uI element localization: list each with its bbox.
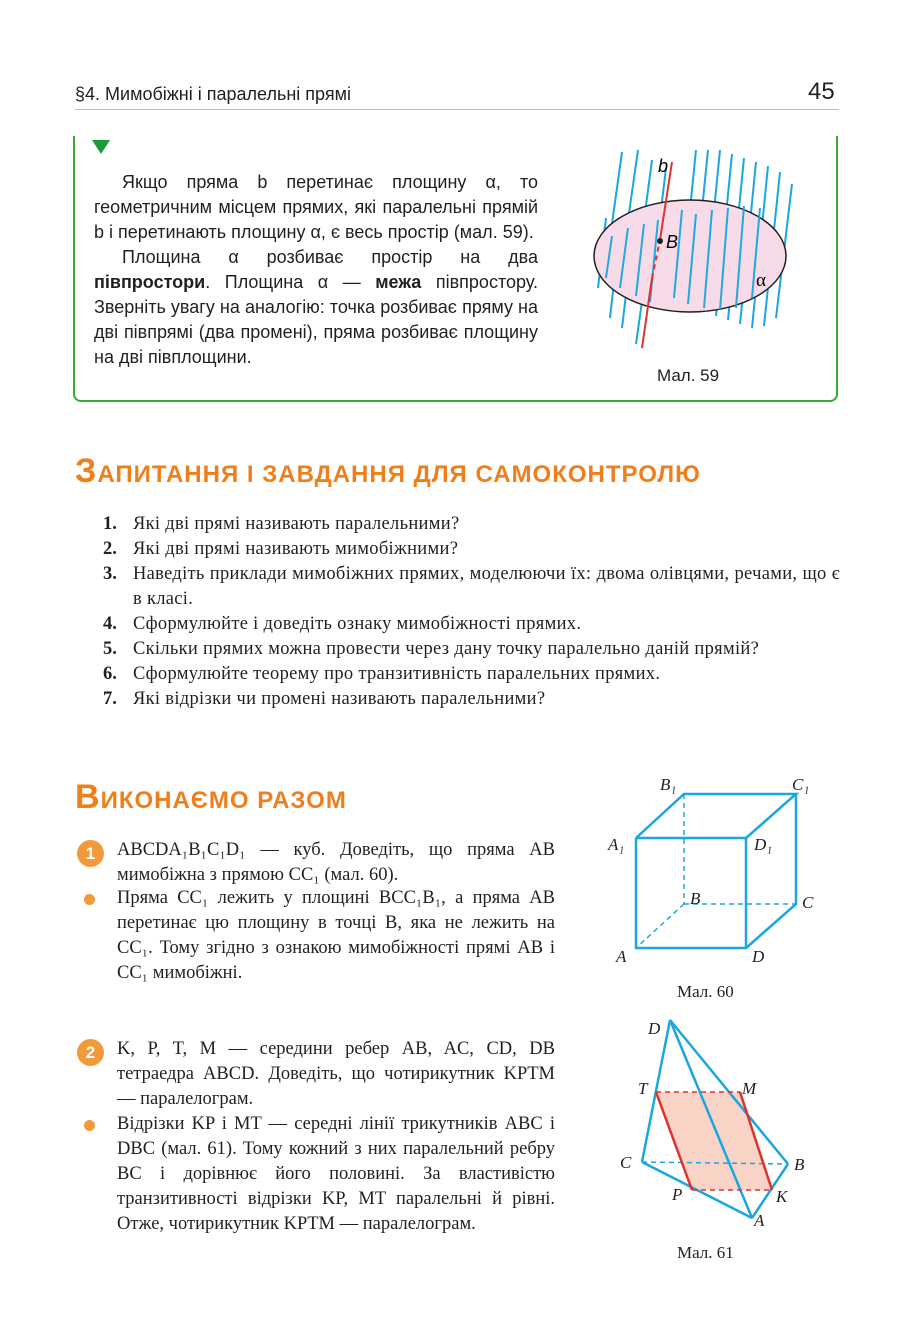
section-header: §4. Мимобіжні і паралельні прямі (75, 84, 351, 104)
label-A: A (616, 947, 627, 966)
task-2-solution: Відрізки KP і MT — середні лінії трикутників ABC і DBC (мал. 61). Тому кожний з них паралельний ребру BC і дорівнює його половині. За властивістю транзитивності відрізки KP, MT паралельні й рівні. Отже, чотирикутник KPTM — паралелограм. (117, 1114, 555, 1234)
figure-59-caption: Мал. 59 (657, 366, 720, 385)
label-B: B (666, 232, 679, 252)
question-item: 7. Які відрізки чи промені називають паралельними? (103, 689, 546, 709)
info-paragraph-2: Площина α розбиває простір на два півпростори. Площина α — межа півпростору. Зверніть увагу на аналогію: точка розбиває пряму на дві півпрямі (два промені), пряма розбиває площину на дві півплощини. (94, 247, 538, 367)
label-C1: C₁ (792, 775, 810, 794)
plane-alpha-ellipse (594, 200, 786, 312)
label-B: B (794, 1155, 805, 1174)
figure-61-tetrahedron (600, 1012, 830, 1232)
figure-61-caption: Мал. 61 (677, 1243, 734, 1262)
task-1-text: ABCDA₁B₁C₁D₁ — куб. Доведіть, що пряма AB мимобіжна з прямою CC₁ (мал. 60). (117, 840, 555, 885)
label-K: K (776, 1187, 788, 1206)
task-1-solution: Пряма CC₁ лежить у площині BCC₁B₁, а пряма AB перетинає цю площину в точці B, яка не лежить на CC₁. Тому згідно з ознакою мимобіжності прямі AB і CC₁ мимобіжні. (117, 888, 555, 983)
label-B: B (690, 889, 701, 908)
task-2-text: K, P, T, M — середини ребер AB, AC, CD, DB тетраедра ABCD. Доведіть, що чотирикутник KPTM — паралелограм. (117, 1039, 555, 1109)
question-item: 2. Які дві прямі називають мимобіжними? (103, 539, 459, 559)
label-M: M (742, 1079, 757, 1098)
triangle-marker-icon (92, 140, 110, 154)
point-B (657, 238, 663, 244)
label-D: D (648, 1019, 661, 1038)
label-A: A (754, 1211, 765, 1230)
question-item: 1. Які дві прямі називають паралельними? (103, 514, 460, 534)
cube-visible-edges (636, 794, 796, 948)
together-title: ВИКОНАЄМО РАЗОМ (75, 778, 347, 816)
page-number: 45 (808, 78, 835, 105)
label-B1: B₁ (660, 775, 677, 794)
edge-CB-hidden (642, 1162, 788, 1164)
task-2-number: 2 (77, 1039, 104, 1066)
label-b: b (658, 156, 669, 176)
question-item: 3. Наведіть приклади мимобіжних прямих, моделюючи їх: двома олівцями, речами, що є в класі. (103, 564, 840, 609)
label-alpha: α (756, 270, 766, 291)
label-D: D (752, 947, 765, 966)
info-box-text (94, 170, 538, 370)
label-C: C (620, 1153, 632, 1172)
question-item: 5. Скільки прямих можна провести через дану точку паралельно даній прямій? (103, 639, 760, 659)
bullet-icon (84, 1120, 95, 1131)
figure-59 (580, 148, 810, 358)
figure-60-caption: Мал. 60 (677, 982, 734, 1001)
label-A1: A₁ (608, 835, 625, 854)
question-item: 6. Сформулюйте теорему про транзитивність паралельних прямих. (103, 664, 661, 684)
label-D1: D₁ (754, 835, 773, 854)
figure-60-cube (600, 768, 830, 978)
questions-list (96, 512, 840, 712)
bullet-icon (84, 894, 95, 905)
info-paragraph-1: Якщо пряма b перетинає площину α, то геометричним місцем прямих, які паралельні прямій b і перетинають площину α, є весь простір (мал. 59). (94, 172, 538, 242)
label-T: T (638, 1079, 648, 1098)
label-P: P (672, 1185, 683, 1204)
task-1-number: 1 (77, 840, 104, 867)
header-rule (75, 109, 839, 110)
question-item: 4. Сформулюйте і доведіть ознаку мимобіжності прямих. (103, 614, 582, 634)
label-C: C (802, 893, 814, 912)
questions-title: ЗАПИТАННЯ І ЗАВДАННЯ ДЛЯ САМОКОНТРОЛЮ (75, 452, 701, 490)
